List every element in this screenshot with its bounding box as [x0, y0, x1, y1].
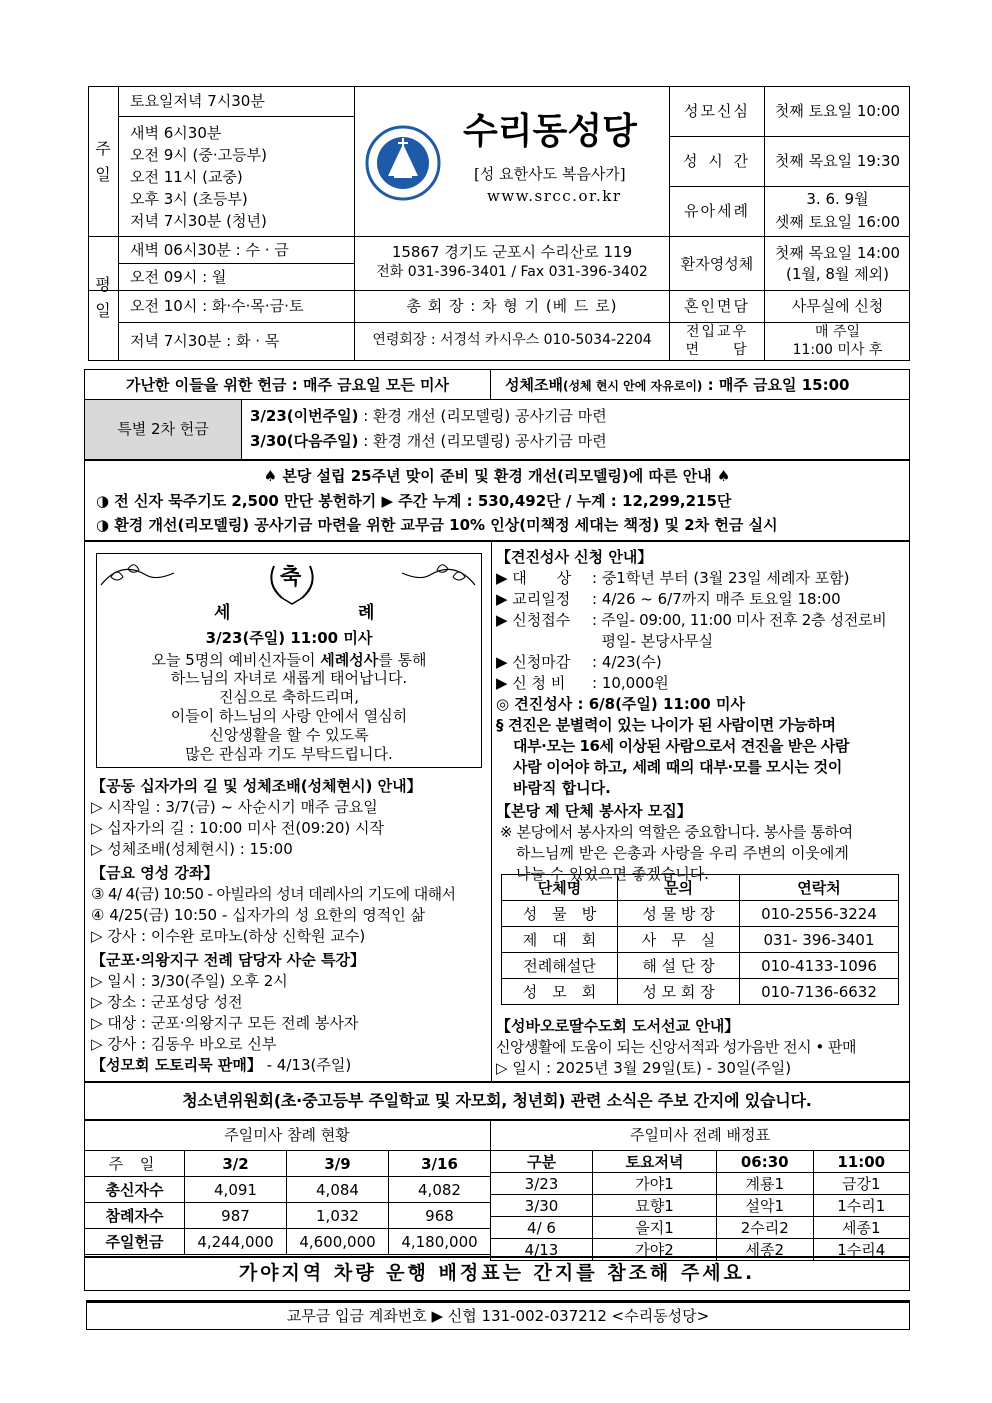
confirmation-date: ◎ 견진성사 : 6/8(주일) 11:00 미사	[496, 695, 745, 713]
special-offering-row	[250, 407, 607, 425]
infant-baptism-label: 유아세례	[684, 202, 750, 220]
adoration-time: : 매주 금요일 15:00	[702, 376, 850, 394]
website: www.srcc.or.kr	[487, 187, 622, 205]
confirmation-row	[496, 589, 906, 610]
cross-item: ▷ 십자가의 길 : 10:00 미사 전(09:20) 시작	[91, 819, 385, 837]
table-cell: 2수리2	[717, 1217, 814, 1239]
account-info: 교무금 입금 계좌번호 ▶ 신협 131-002-037212 <수리동성당>	[286, 1307, 710, 1325]
confirmation-note: 바람직 합니다.	[513, 779, 611, 797]
church-name: 수리동성당	[463, 110, 637, 152]
table-header	[491, 1151, 910, 1173]
baptism-text: 이들이 하느님의 사랑 안에서 열심히	[170, 707, 408, 725]
liturgy-title: 【군포·의왕지구 전례 담당자 사순 특강】	[91, 951, 365, 969]
confirmation-note: § 견진은 분별력이 있는 나이가 된 사람이면 가능하며	[496, 716, 836, 734]
table-cell: 4,180,000	[389, 1229, 491, 1255]
table-header-cell: 단체명	[502, 875, 618, 901]
confirmation-row	[496, 652, 906, 673]
confirmation-row	[496, 673, 906, 694]
table-cell: 1,032	[287, 1203, 389, 1229]
table-header-cell: 연락처	[740, 875, 899, 901]
flower-right-icon	[400, 555, 480, 595]
phone: 전화 031-396-3401 / Fax 031-396-3402	[376, 264, 648, 280]
devotion-label: 성모신심	[684, 102, 750, 120]
table-row	[502, 979, 899, 1005]
table-row	[491, 1173, 910, 1195]
confirmation-key: ▶ 신 청 비	[496, 674, 566, 692]
weekday-mass: 오전 10시 : 화·수·목·금·토	[130, 297, 304, 315]
weekday-mass: 오전 09시 : 월	[130, 268, 227, 286]
baptism-text: 오늘 5명의 예비신자들이	[151, 651, 321, 669]
table-cell: 4,082	[389, 1177, 491, 1203]
books-desc: 신앙생활에 도움이 되는 신앙서적과 성가음반 전시 • 판매	[496, 1038, 856, 1056]
confirmation-key	[496, 631, 592, 652]
volunteer-desc: 나눌 수 있었으면 좋겠습니다.	[516, 865, 709, 883]
table-cell: 1수리1	[813, 1195, 910, 1217]
sunday-mass: 오전 11시 (교중)	[130, 168, 243, 186]
congrats-stamp: 축	[280, 565, 302, 590]
table-cell: 참례자수	[85, 1203, 185, 1229]
table-cell: 968	[389, 1203, 491, 1229]
marriage-label: 혼인면담	[684, 297, 750, 315]
confirmation-title: 【견진성사 신청 안내】	[496, 548, 653, 566]
table-row	[85, 1203, 491, 1229]
infant-baptism-value: 3. 6. 9월 셋째 토요일 16:00	[774, 190, 901, 231]
sunday-mass-list	[130, 122, 267, 232]
flower-left-icon	[96, 555, 176, 595]
church-subtitle: [성 요한사도 복음사가]	[474, 165, 626, 183]
table-cell: 031- 396-3401	[740, 927, 899, 953]
table-cell: 010-4133-1096	[740, 953, 899, 979]
sunday-mass: 저녁 7시30분 (청년)	[130, 212, 267, 230]
baptism-title-b: 례	[358, 603, 375, 623]
confirmation-section	[496, 547, 906, 885]
sunday-saturday-mass: 토요일저녁 7시30분	[130, 92, 265, 110]
confirmation-value: 평일- 본당사무실	[592, 632, 714, 650]
volunteer-desc: ※ 본당에서 봉사자의 역할은 중요합니다. 봉사를 통하여	[500, 823, 853, 841]
table-cell: 성 물 방 장	[618, 901, 740, 927]
table-header-cell: 11:00	[813, 1151, 910, 1173]
baptism-lines	[96, 669, 482, 764]
table-cell: 가야2	[593, 1239, 717, 1261]
adoration-title: 성체조배	[505, 376, 563, 394]
table-cell: 4,091	[185, 1177, 287, 1203]
newcomer-value: 매 주일 11:00 미사 후	[792, 324, 883, 358]
elder-president: 연령회장 : 서경석 카시우스 010-5034-2204	[372, 332, 652, 348]
left-sections	[91, 776, 489, 1076]
address: 15867 경기도 군포시 수리산로 119	[391, 243, 633, 261]
holy-hour-value: 첫째 목요일 19:30	[774, 152, 901, 170]
baptism-text: 를 통해	[378, 651, 427, 669]
youth-notice: 청소년위원회(초·중고등부 주일학교 및 자모회, 청년회) 관련 소식은 주보 간지에 있습니다.	[182, 1091, 812, 1110]
special-text: : 환경 개선 (리모델링) 공사기금 마련	[358, 432, 607, 450]
confirmation-key: ▶ 신청마감	[496, 653, 571, 671]
sick-communion-value: 첫째 목요일 14:00 (1월, 8월 제외)	[774, 244, 901, 283]
president: 총 회 장 : 차 형 기 (베 드 로)	[406, 297, 618, 315]
vehicle-notice: 가야지역 차량 운행 배정표는 간지를 참조해 주세요.	[238, 1262, 756, 1284]
lecture-item: ▷ 강사 : 이수완 로마노(하상 신학원 교수)	[91, 927, 366, 945]
table-header	[85, 1151, 491, 1177]
table-cell: 성 물 방	[502, 901, 618, 927]
weekday-mass: 저녁 7시30분 : 화 · 목	[130, 332, 280, 350]
books-date: ▷ 일시 : 2025년 3월 29일(토) - 30일(주일)	[496, 1059, 792, 1077]
table-cell: 4,244,000	[185, 1229, 287, 1255]
schedule-title: 주일미사 전례 배정표	[630, 1126, 770, 1144]
baptism-text: 하느님의 자녀로 새롭게 태어납니다.	[170, 669, 408, 687]
table-row	[491, 1217, 910, 1239]
confirmation-value: : 10,000원	[592, 674, 669, 692]
special-date: 3/23(이번주일)	[250, 407, 359, 425]
volunteer-desc: 하느님께 받은 은총과 사랑을 우리 주변의 이웃에게	[516, 844, 849, 862]
table-cell: 3/30	[491, 1195, 593, 1217]
baptism-text: 신앙생활을 할 수 있도록	[209, 726, 369, 744]
table-header-cell: 주 일	[85, 1151, 185, 1177]
weekday-label: 평 일	[95, 275, 111, 320]
sale-title: 【성모회 도토리묵 판매】	[91, 1056, 262, 1074]
baptism-date: 3/23(주일) 11:00 미사	[205, 629, 373, 647]
table-cell: 제 대 회	[502, 927, 618, 953]
table-cell: 세종2	[717, 1239, 814, 1261]
devotion-value: 첫째 토요일 10:00	[774, 102, 901, 120]
table-cell: 사 무 실	[618, 927, 740, 953]
table-cell: 010-7136-6632	[740, 979, 899, 1005]
table-cell: 총신자수	[85, 1177, 185, 1203]
books-title: 【성바오로딸수도회 도서선교 안내】	[496, 1017, 740, 1035]
newcomer-label: 전입교우 면 담	[685, 324, 749, 358]
special-offering-row	[250, 432, 607, 450]
confirmation-key: ▶ 신청접수	[496, 611, 571, 629]
liturgy-item: ▷ 일시 : 3/30(주일) 오후 2시	[91, 972, 288, 990]
table-header-cell: 3/9	[287, 1151, 389, 1177]
church-logo-icon	[364, 124, 442, 202]
table-cell: 4,600,000	[287, 1229, 389, 1255]
table-row	[502, 927, 899, 953]
confirmation-row	[496, 568, 906, 589]
special-date: 3/30(다음주일)	[250, 432, 359, 450]
confirmation-value: : 4/23(수)	[592, 653, 662, 671]
lecture-item: ④ 4/25(금) 10:50 - 십자가의 성 요한의 영적인 삶	[91, 906, 425, 924]
books-section	[496, 1016, 908, 1079]
baptism-line	[96, 651, 482, 669]
cross-title: 【공동 십자가의 길 및 성체조배(성체현시) 안내】	[91, 777, 422, 795]
table-cell: 전례해설단	[502, 953, 618, 979]
remodel-line: ◑ 환경 개선(리모델링) 공사기금 마련을 위한 교무금 10% 인상(미책정 세대는 책정) 및 2차 헌금 실시	[96, 516, 778, 534]
table-header-cell: 문의	[618, 875, 740, 901]
table-cell: 010-2556-3224	[740, 901, 899, 927]
adoration-info	[505, 376, 850, 394]
confirmation-note: 사람 이어야 하고, 세례 때의 대부·모를 모시는 것이	[513, 758, 843, 776]
confirmation-note: 대부·모는 16세 이상된 사람으로서 견진을 받은 사람	[513, 737, 850, 755]
sunday-mass: 오후 3시 (초등부)	[130, 190, 248, 208]
table-header	[502, 875, 899, 901]
anniversary-title: ♠ 본당 설립 25주년 맞이 준비 및 환경 개선(리모델링)에 따른 안내 ♠	[263, 467, 731, 485]
sale-line	[91, 1055, 489, 1076]
weekday-mass: 새벽 06시30분 : 수 · 금	[130, 241, 289, 259]
schedule-table	[490, 1150, 910, 1261]
confirmation-value: : 중1학년 부터 (3월 23일 세례자 포함)	[592, 569, 850, 587]
baptism-title-a: 세	[214, 603, 231, 623]
special-text: : 환경 개선 (리모델링) 공사기금 마련	[358, 407, 607, 425]
table-cell: 설악1	[717, 1195, 814, 1217]
baptism-text: 세례성사	[320, 651, 379, 669]
baptism-text: 진심으로 축하드리며,	[219, 688, 359, 706]
table-cell: 세종1	[813, 1217, 910, 1239]
sick-communion-label: 환자영성체	[680, 255, 754, 273]
table-cell: 묘향1	[593, 1195, 717, 1217]
confirmation-value: : 4/26 ~ 6/7까지 매주 토요일 18:00	[592, 590, 841, 608]
attendance-title: 주일미사 참례 현황	[224, 1126, 350, 1144]
sale-date: - 4/13(주일)	[261, 1056, 352, 1074]
table-header-cell: 구분	[491, 1151, 593, 1173]
liturgy-item: ▷ 대상 : 군포·의왕지구 모든 전례 봉사자	[91, 1014, 359, 1032]
table-row	[85, 1177, 491, 1203]
table-cell: 3/23	[491, 1173, 593, 1195]
sunday-label: 주 일	[95, 139, 111, 184]
confirmation-row	[496, 631, 906, 652]
adoration-note: (성체 현시 안에 자유로이)	[562, 379, 703, 393]
table-header-cell: 06:30	[717, 1151, 814, 1173]
table-cell: 987	[185, 1203, 287, 1229]
special-offering-label: 특별 2차 헌금	[117, 420, 209, 438]
table-row	[502, 901, 899, 927]
liturgy-item: ▷ 강사 : 김동우 바오로 신부	[91, 1035, 277, 1053]
table-header-cell: 토요저녁	[593, 1151, 717, 1173]
table-cell: 4/ 6	[491, 1217, 593, 1239]
table-header-cell: 3/2	[185, 1151, 287, 1177]
confirmation-value: : 주일- 09:00, 11:00 미사 전후 2층 성전로비	[592, 611, 887, 629]
table-cell: 을지1	[593, 1217, 717, 1239]
table-cell: 4/13	[491, 1239, 593, 1261]
attendance-table	[84, 1150, 491, 1255]
table-cell: 주일헌금	[85, 1229, 185, 1255]
table-header-cell: 3/16	[389, 1151, 491, 1177]
table-cell: 성 모 회 장	[618, 979, 740, 1005]
lecture-item: ③ 4/ 4(금) 10:50 - 아빌라의 성녀 데레사의 기도에 대해서	[91, 885, 456, 903]
table-row	[502, 953, 899, 979]
cross-item: ▷ 성체조배(성체현시) : 15:00	[91, 840, 293, 858]
table-cell: 해 설 단 장	[618, 953, 740, 979]
confirmation-key: ▶ 교리일정	[496, 590, 571, 608]
table-cell: 계룡1	[717, 1173, 814, 1195]
volunteer-title: 【본당 제 단체 봉사자 모집】	[496, 802, 692, 820]
volunteer-table	[501, 874, 899, 1005]
table-cell: 가야1	[593, 1173, 717, 1195]
confirmation-row	[496, 610, 906, 631]
confirmation-key: ▶ 대 상	[496, 569, 572, 587]
table-cell: 금강1	[813, 1173, 910, 1195]
poor-offering: 가난한 이들을 위한 헌금 : 매주 금요일 모든 미사	[125, 376, 450, 394]
baptism-text: 많은 관심과 기도 부탁드립니다.	[185, 745, 393, 763]
holy-hour-label: 성 시 간	[682, 152, 751, 170]
table-cell: 4,084	[287, 1177, 389, 1203]
table-cell: 성 모 회	[502, 979, 618, 1005]
table-row	[85, 1229, 491, 1255]
sunday-mass: 새벽 6시30분	[130, 124, 222, 142]
rosary-line: ◑ 전 신자 묵주기도 2,500 만단 봉헌하기 ▶ 주간 누계 : 530,492단 / 누계 : 12,299,215단	[96, 492, 732, 510]
cross-item: ▷ 시작일 : 3/7(금) ~ 사순시기 매주 금요일	[91, 798, 378, 816]
table-row	[491, 1195, 910, 1217]
lecture-title: 【금요 영성 강좌】	[91, 864, 219, 882]
liturgy-item: ▷ 장소 : 군포성당 성전	[91, 993, 243, 1011]
marriage-value: 사무실에 신청	[791, 297, 884, 315]
sunday-mass: 오전 9시 (중·고등부)	[130, 146, 267, 164]
table-cell: 1수리4	[813, 1239, 910, 1261]
